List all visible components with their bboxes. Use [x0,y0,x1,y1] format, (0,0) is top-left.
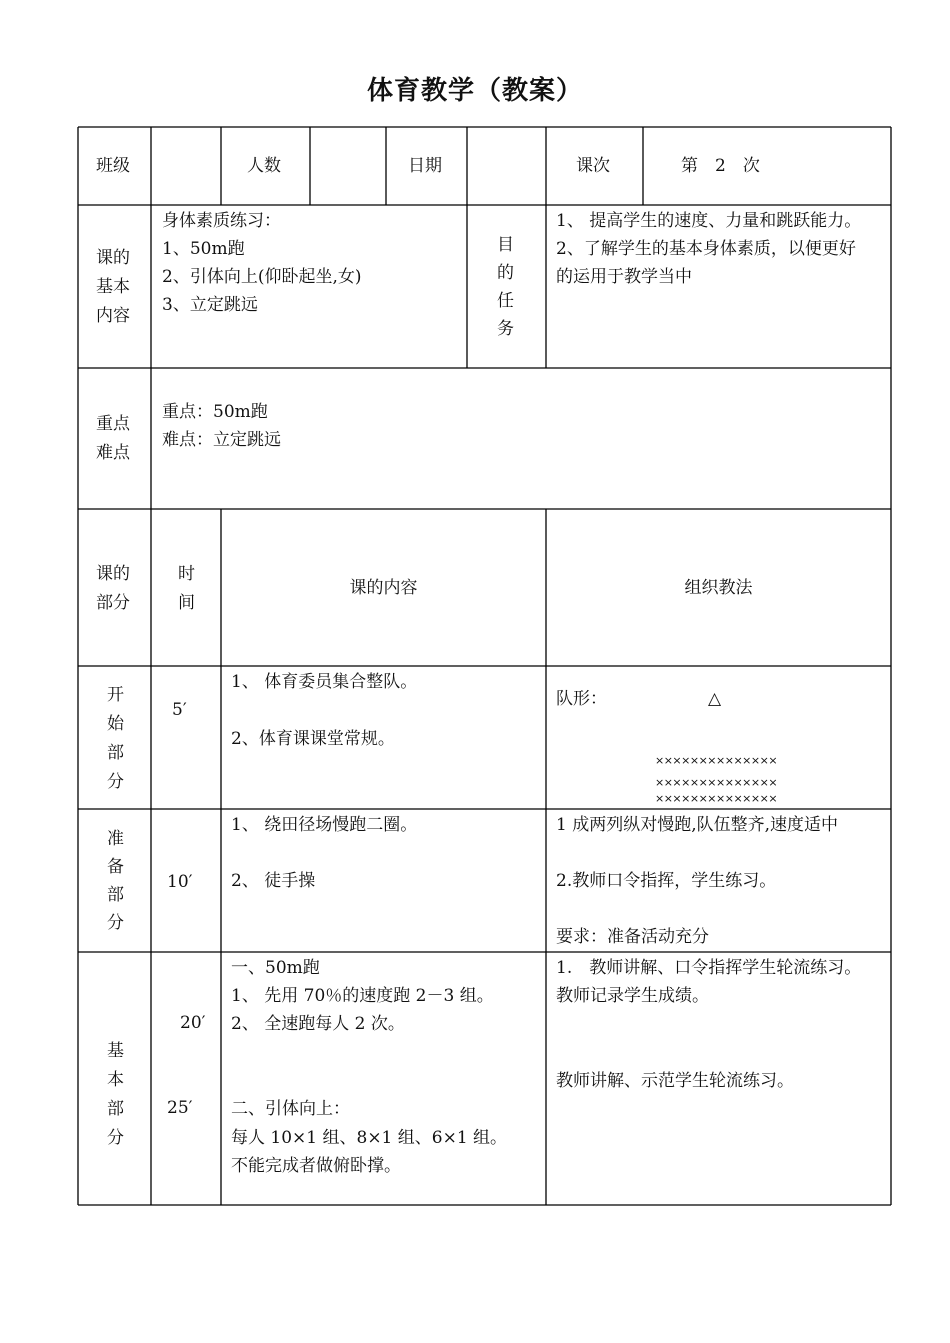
part-header-line-1: 课的 [96,564,130,584]
section-method-line: 教师记录学生成绩。 [556,986,709,1006]
section-label-char: 分 [107,1128,124,1148]
goal-item: 2、了解学生的基本身体素质，以便更好 [556,239,856,259]
goal-label-char: 目 [497,235,514,255]
focus-label-line-2: 难点 [96,443,130,463]
content-item: 2、引体向上(仰卧起坐,女) [162,267,362,287]
goal-label-char: 务 [497,319,514,339]
section-content-line: 1、 体育委员集合整队。 [231,672,418,692]
section-label-char: 分 [107,772,124,792]
section-time: 5′ [172,700,187,720]
section-content-line: 一、50m跑 [231,958,320,978]
formation-row: ×××××××××××××× [655,776,778,789]
goal-item: 1、 提高学生的速度、力量和跳跃能力。 [556,211,862,231]
section-content-line: 2、 全速跑每人 2 次。 [231,1014,405,1034]
section-method-line: 队形： [556,689,607,709]
formation-row: ×××××××××××××× [655,754,778,767]
section-content-line: 2、 徒手操 [231,871,316,891]
content-item: 身体素质练习： [162,211,281,231]
formation-row: ×××××××××××××× [655,792,778,805]
section-content-line: 二、引体向上： [231,1099,350,1119]
section-method-line: 1. 教师讲解、口令指挥学生轮流练习。 [556,958,862,978]
page-title: 体育教学（教案） [366,76,583,106]
section-label-char: 基 [107,1041,124,1061]
section-label-char: 准 [107,829,124,849]
section-content-line: 1、 绕田径场慢跑二圈。 [231,815,418,835]
section-label-char: 分 [107,913,124,933]
section-method-line: 教师讲解、示范学生轮流练习。 [556,1071,794,1091]
time-header-line-1: 时 [178,564,195,584]
date-label: 日期 [408,156,442,176]
section-label-char: 始 [107,714,124,734]
goal-label-char: 任 [497,291,514,311]
goal-item: 的运用于教学当中 [556,267,692,287]
section-label-char: 本 [107,1070,124,1090]
goal-label-char: 的 [497,263,514,283]
section-time: 10′ [167,872,193,892]
teacher-triangle-symbol: △ [708,689,722,709]
section-content-line: 1、 先用 70％的速度跑 2－3 组。 [231,986,494,1006]
section-method-line: 1 成两列纵对慢跑,队伍整齐,速度适中 [556,815,839,835]
content-label-line-2: 基本 [96,277,130,297]
content-item: 3、立定跳远 [162,295,258,315]
section-content-line: 2、体育课课堂常规。 [231,729,395,749]
section-label-char: 部 [107,1099,124,1119]
content-label-line-1: 课的 [96,248,130,268]
section-time: 20′ [180,1013,206,1033]
lesson-value: 第 2 次 [681,156,760,176]
class-label: 班级 [96,156,130,176]
content-item: 1、50m跑 [162,239,245,259]
section-time: 25′ [167,1098,193,1118]
time-header-line-2: 间 [178,593,195,613]
content-header: 课的内容 [349,578,418,598]
lesson-label: 课次 [576,156,610,176]
section-label-char: 部 [107,885,124,905]
section-content-line: 不能完成者做俯卧撑。 [231,1156,401,1176]
section-method-line: 要求：准备活动充分 [556,927,709,947]
section-label-char: 部 [107,743,124,763]
content-label-line-3: 内容 [96,306,130,326]
section-label-char: 开 [107,685,124,705]
count-label: 人数 [247,156,281,176]
section-label-char: 备 [107,857,124,877]
part-header-line-2: 部分 [96,593,130,613]
method-header: 组织教法 [684,578,753,598]
section-method-line: 2.教师口令指挥，学生练习。 [556,871,777,891]
focus-label-line-1: 重点 [96,414,130,434]
difficulty-line: 难点：立定跳远 [162,430,281,450]
focus-line: 重点：50m跑 [162,402,268,422]
section-content-line: 每人 10×1 组、8×1 组、6×1 组。 [231,1128,508,1148]
